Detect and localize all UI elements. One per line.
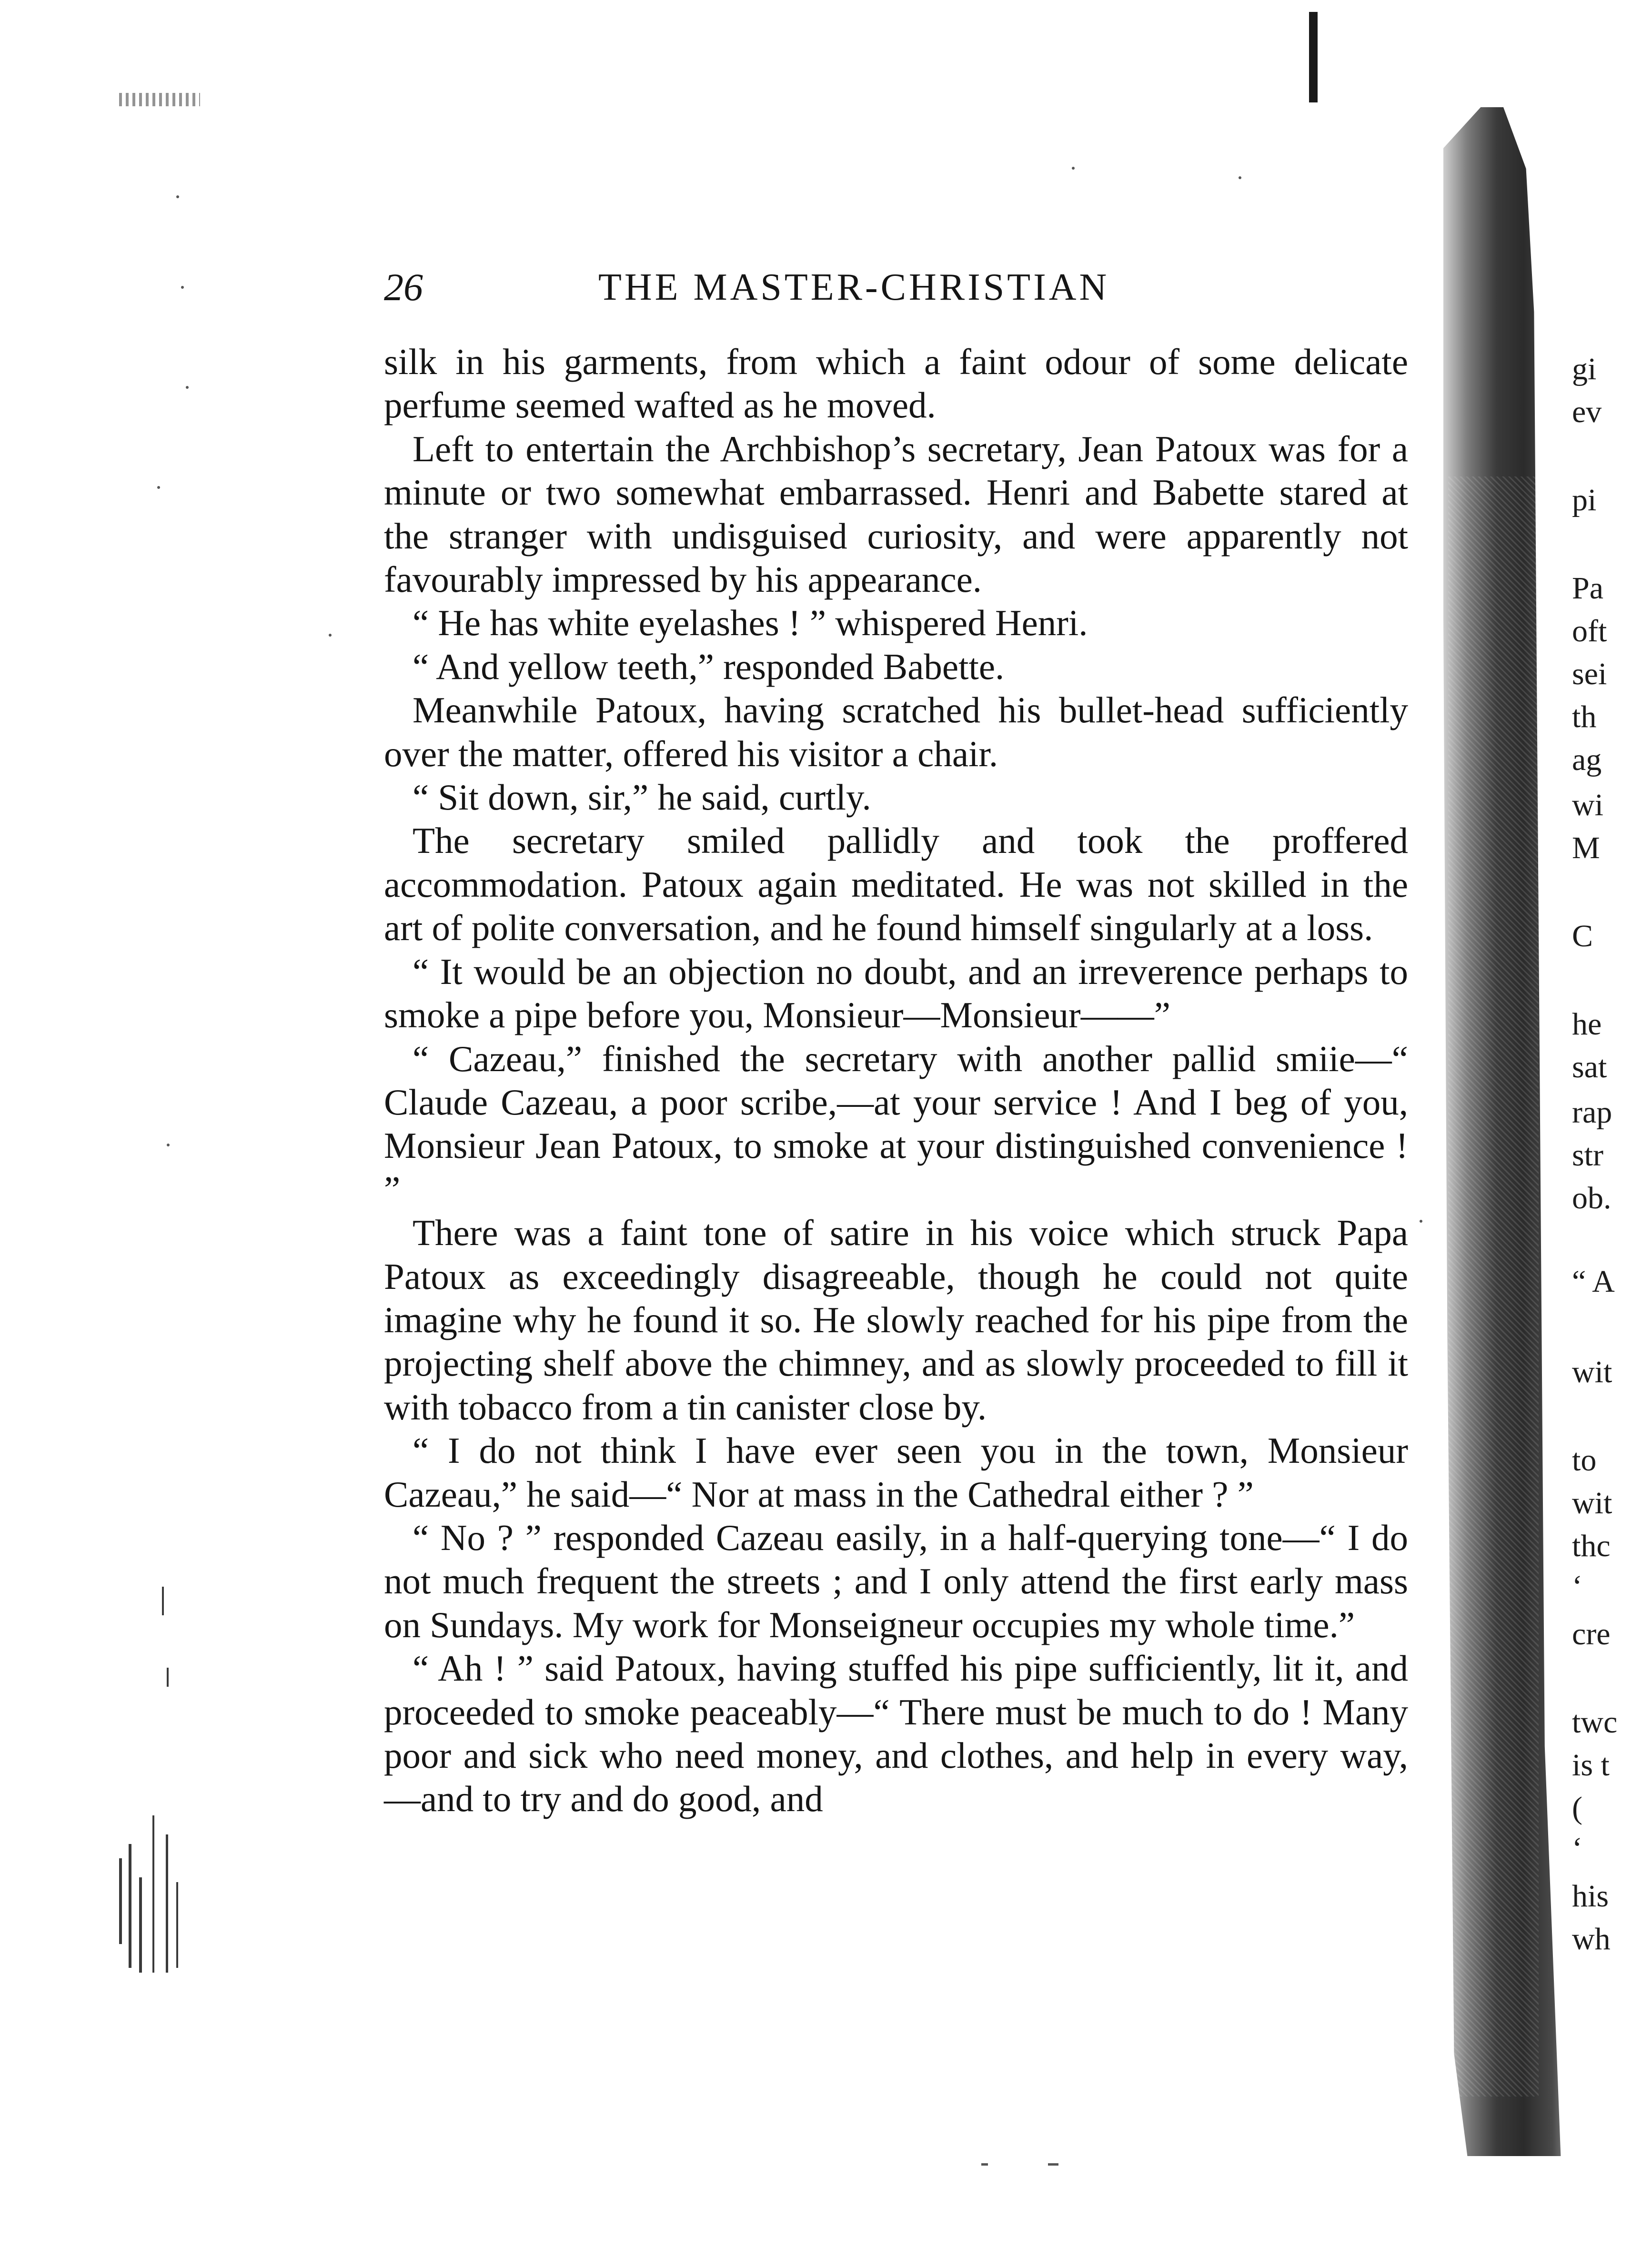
facing-page-fragment: Pa [1572,571,1603,606]
facing-page-fragment: oft [1572,614,1607,648]
facing-page-fragment: thc [1572,1529,1611,1563]
book-gutter-texture [1448,476,1539,2097]
facing-page-fragment: wit [1572,1355,1612,1389]
scan-dust [181,286,184,289]
facing-page-fragment: ‘ [1572,1831,1582,1866]
paragraph: “ He has white eyelashes ! ” whispered Henri. [413,602,1088,644]
scan-mark [167,1668,169,1687]
facing-page-fragment: “ A [1572,1264,1615,1299]
facing-page-fragment: rap [1572,1095,1612,1130]
facing-page-fragment: wit [1572,1486,1612,1520]
paragraph: “ Ah ! ” said Patoux, having stuffed his pipe sufficiently, lit it, and proceeded to smoke peaceably—“ There must be much to do ! Many poor and sick who need money, and clothes, and help in every way,—and to try and do good, and [384,1648,1408,1820]
facing-page-fragment: wh [1572,1922,1611,1956]
scan-mark [152,1815,154,1973]
scan-mark [139,1877,142,1973]
paragraph: silk in his garments, from which a faint odour of some delicate perfume seemed wafted as he moved. [384,341,1408,426]
paragraph: “ Cazeau,” finished the secretary with another pallid smiie—“ Claude Cazeau, a poor scribe,—at your service ! And I beg of you, Monsieur Jean Patoux, to smoke at your distinguished convenience ! ” [384,1038,1408,1210]
facing-page-edge [1572,0,1652,2259]
paragraph: “ And yellow teeth,” responded Babette. [413,646,1005,687]
paragraph: “ No ? ” responded Cazeau easily, in a half-querying tone—“ I do not much frequent the streets ; and I only attend the first early mass on Sundays. My work for Monseigneur occupies my whole time.” [384,1517,1408,1645]
running-head: THE MASTER-CHRISTIAN [598,266,1110,308]
facing-page-fragment: str [1572,1138,1603,1173]
paragraph: The secretary smiled pallidly and took the proffered accommodation. Patoux again meditated. He was not skilled in the art of polite conversation, and he found himself singularly at a loss. [384,820,1408,949]
facing-page-fragment: sei [1572,657,1607,691]
facing-page-fragment: C [1572,919,1593,953]
scan-mark [129,1844,131,1968]
facing-page-fragment: M [1572,831,1600,865]
scan-mark [166,1834,168,1973]
facing-page-fragment: ( [1572,1791,1582,1825]
facing-page-fragment: sat [1572,1050,1607,1084]
page-number: 26 [384,265,423,309]
scan-edge-mark [1309,12,1318,102]
scan-dust [186,386,189,389]
facing-page-fragment: pi [1572,483,1597,517]
scan-dust [1420,1220,1422,1223]
facing-page-fragment: th [1572,699,1597,734]
facing-page-fragment: wi [1572,788,1603,822]
paragraph: “ It would be an objection no doubt, and an irreverence perhaps to smoke a pipe before you, Monsieur—Monsieur——” [384,951,1408,1036]
scan-mark [119,1858,122,1944]
facing-page-fragment: his [1572,1879,1609,1914]
facing-page-fragment: he [1572,1007,1602,1042]
scan-dust [176,195,179,198]
facing-page-fragment: to [1572,1443,1597,1478]
scan-dust [981,2163,988,2166]
facing-page-fragment: ag [1572,742,1602,777]
scan-dust [329,634,332,637]
paragraph: There was a faint tone of satire in his voice which struck Papa Patoux as exceedingly disagreeable, though he could not quite imagine why he found it so. He slowly reached for his pipe from the projecting shelf above the chimney, and as slowly proceeded to fill it with tobacco from a tin canister close by. [384,1212,1408,1428]
body-text [384,340,1408,1821]
paragraph: Meanwhile Patoux, having scratched his bullet-head sufficiently over the matter, offered his visitor a chair. [384,689,1408,774]
scan-dust [1239,176,1241,179]
facing-page-fragment: ev [1572,395,1602,429]
facing-page-fragment: ‘ [1572,1569,1582,1604]
facing-page-fragment: twc [1572,1705,1618,1740]
paragraph: Left to entertain the Archbishop’s secretary, Jean Patoux was for a minute or two somewhat embarrassed. Henri and Babette stared at the stranger with undisguised curiosity, and were apparently not favourably impressed by his appearance. [384,428,1408,600]
scan-dust [157,486,160,489]
page-header [384,261,1408,314]
facing-page-fragment: ob. [1572,1181,1612,1216]
paragraph: “ I do not think I have ever seen you in the town, Monsieur Cazeau,” he said—“ Nor at mass in the Cathedral either ? ” [384,1430,1408,1515]
facing-page-fragment: gi [1572,352,1597,386]
scan-mark [162,1587,164,1615]
left-margin-scan-marks [110,1549,224,2130]
scan-smudge [119,93,200,106]
facing-page-fragment: is t [1572,1748,1610,1783]
scan-dust [167,1144,170,1146]
facing-page-fragment: cre [1572,1617,1611,1651]
scan-mark [176,1882,178,1968]
scan-dust [1072,167,1075,170]
scan-dust [1048,2163,1058,2166]
paragraph: “ Sit down, sir,” he said, curtly. [413,777,871,818]
